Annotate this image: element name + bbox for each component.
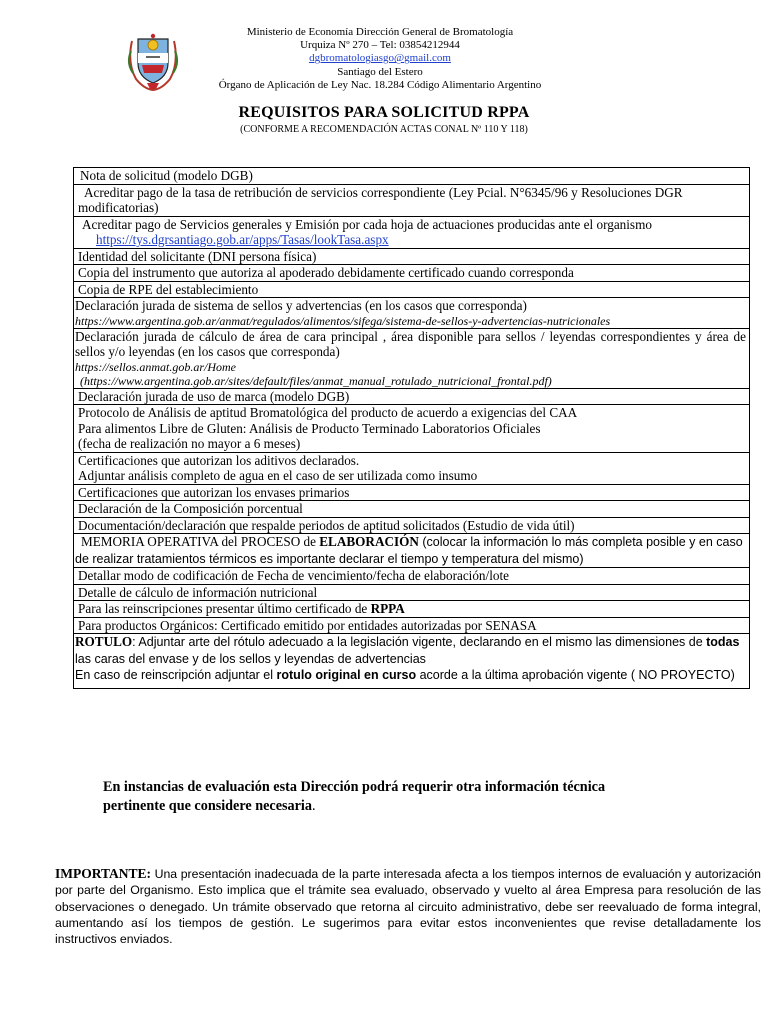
seals-home-url: https://sellos.anmat.gob.ar/Home xyxy=(75,359,236,374)
table-row xyxy=(74,634,750,689)
requirement-text: Declaración jurada de cálculo de área de cara principal , área disponible para sellos / leyendas correspondientes y área de sellos y/o leyendas (en los casos que corresponda) xyxy=(75,328,746,359)
table-row xyxy=(74,265,750,282)
table-row xyxy=(74,248,750,265)
requirement-text: MEMORIA OPERATIVA del PROCESO de xyxy=(81,534,320,549)
note-period: . xyxy=(311,798,316,814)
requirement-emphasis: RPPA xyxy=(370,601,405,616)
document-title: REQUISITOS PARA SOLICITUD RPPA xyxy=(238,104,530,121)
requirements-table xyxy=(73,167,750,689)
requirement-cell: Copia del instrumento que autoriza al apoderado debidamente certificado cuando corresponda xyxy=(74,265,750,282)
requirement-cell xyxy=(74,216,750,248)
requirement-cell: Detalle de cálculo de información nutricional xyxy=(74,584,750,601)
requirement-text: las caras del envase y de los sellos y leyendas de advertencias xyxy=(75,651,426,666)
table-row xyxy=(74,517,750,534)
requirement-cell xyxy=(74,184,750,216)
requirement-emphasis: rotulo original en curso xyxy=(276,668,417,682)
table-row xyxy=(74,216,750,248)
requirement-cell xyxy=(74,601,750,618)
table-row xyxy=(74,617,750,634)
important-label: IMPORTANTE: xyxy=(55,866,152,881)
requirement-text: (fecha de realización no mayor a 6 meses) xyxy=(78,436,301,451)
requirement-cell: Nota de solicitud (modelo DGB) xyxy=(74,168,750,185)
important-notice xyxy=(55,866,761,947)
table-row xyxy=(74,584,750,601)
note-text: En instancias de evaluación esta Dirección podrá requerir otra información técnica pertinente que considere necesaria xyxy=(103,779,606,814)
requirement-cell: Certificaciones que autorizan los envases primarios xyxy=(74,484,750,501)
table-row xyxy=(74,184,750,216)
city-line: Santiago del Estero xyxy=(337,65,423,78)
requirement-text: En caso de reinscripción adjuntar el xyxy=(75,668,277,682)
document-subtitle: (CONFORME A RECOMENDACIÓN ACTAS CONAL Nº 110 Y 118) xyxy=(240,124,528,135)
authority-line: Órgano de Aplicación de Ley Nac. 18.284 Código Alimentario Argentino xyxy=(218,78,542,91)
evaluation-note xyxy=(103,778,663,816)
requirement-cell xyxy=(74,634,750,689)
ministry-line: Ministerio de Economía Dirección General de Bromatología xyxy=(246,26,514,38)
table-row xyxy=(74,601,750,618)
table-row xyxy=(74,452,750,484)
requirement-text: Protocolo de Análisis de aptitud Bromatológica del producto de acuerdo a exigencias del CAA xyxy=(78,405,578,420)
address-line: Urquiza Nº 270 – Tel: 03854212944 xyxy=(300,39,460,52)
labeling-manual-url: (https://www.argentina.gob.ar/sites/default/files/anmat_manual_rotulado_nutricional_frontal.pdf) xyxy=(80,373,552,388)
seals-url: https://www.argentina.gob.ar/anmat/regulados/alimentos/sifega/sistema-de-sellos-y-advertencias-nutricionales xyxy=(75,313,611,328)
requirement-cell: Declaración de la Composición porcentual xyxy=(74,501,750,518)
requirement-text: : Adjuntar arte del rótulo adecuado a la legislación vigente, declarando en el mismo las dimensiones de xyxy=(132,635,707,649)
table-row xyxy=(74,484,750,501)
requirement-text: Certificaciones que autorizan los aditivos declarados. xyxy=(78,452,360,468)
requirement-cell: Declaración jurada de uso de marca (modelo DGB) xyxy=(74,388,750,405)
requirement-emphasis: ELABORACIÓN xyxy=(319,534,419,549)
requirement-emphasis: ROTULO xyxy=(75,634,133,649)
requirement-cell: Detallar modo de codificación de Fecha de vencimiento/fecha de elaboración/lote xyxy=(74,568,750,585)
table-row xyxy=(74,534,750,568)
requirement-cell xyxy=(74,405,750,453)
table-row xyxy=(74,405,750,453)
requirement-text: acorde a la última aprobación vigente ( NO PROYECTO) xyxy=(416,668,735,682)
requirement-text: Acreditar pago de la tasa de retribución de servicios correspondiente (Ley Pcial. N°6345/96 y Resoluciones DGR modificatorias) xyxy=(78,184,683,215)
requirement-cell xyxy=(74,534,750,568)
requirement-emphasis: todas xyxy=(706,635,740,649)
requirement-text: Para alimentos Libre de Gluten: Análisis de Producto Terminado Laboratorios Oficiales xyxy=(78,420,541,436)
requirement-cell xyxy=(74,328,750,388)
requirement-cell: Documentación/declaración que respalde periodos de aptitud solicitados (Estudio de vida útil) xyxy=(74,517,750,534)
table-row xyxy=(74,568,750,585)
requirement-text: Declaración jurada de sistema de sellos y advertencias (en los casos que corresponda) xyxy=(75,298,527,313)
requirement-text: (colocar la información lo más completa posible y en caso de realizar tratamientos térmicos es importante declarar el tiempo y temperatura del mismo) xyxy=(75,535,743,566)
table-row xyxy=(74,168,750,185)
requirement-cell: Copia de RPE del establecimiento xyxy=(74,281,750,298)
tax-payment-link[interactable]: https://tys.dgrsantiago.gob.ar/apps/Tasas/lookTasa.aspx xyxy=(96,232,389,247)
requirement-text: Acreditar pago de Servicios generales y Emisión por cada hoja de actuaciones producidas ante el organismo xyxy=(82,216,652,232)
table-row xyxy=(74,388,750,405)
requirement-cell xyxy=(74,298,750,329)
table-row xyxy=(74,501,750,518)
requirement-text: Para las reinscripciones presentar último certificado de xyxy=(78,601,371,616)
requirement-cell xyxy=(74,452,750,484)
letterhead xyxy=(160,26,600,92)
email-link[interactable]: dgbromatologiasgo@gmail.com xyxy=(309,52,451,65)
table-row xyxy=(74,298,750,329)
table-row xyxy=(74,328,750,388)
requirement-text: Adjuntar análisis completo de agua en el caso de ser utilizada como insumo xyxy=(78,468,478,483)
requirement-cell: Identidad del solicitante (DNI persona física) xyxy=(74,248,750,265)
important-text: Una presentación inadecuada de la parte interesada afecta a los tiempos internos de evaluación y autorización por parte del Organismo. Esto implica que el trámite sea evaluado, observado y vuelto al área Empresa para resolución de las observaciones o denegado. Un trámite observado que retorna al circuito administrativo, debe ser reevaluado de forma integral, aumentando así los tiempos de gestión. Le sugerimos para evitar estos inconvenientes que revise detalladamente los instructivos enviados. xyxy=(55,867,761,947)
requirement-cell: Para productos Orgánicos: Certificado emitido por entidades autorizadas por SENASA xyxy=(74,617,750,634)
table-row xyxy=(74,281,750,298)
